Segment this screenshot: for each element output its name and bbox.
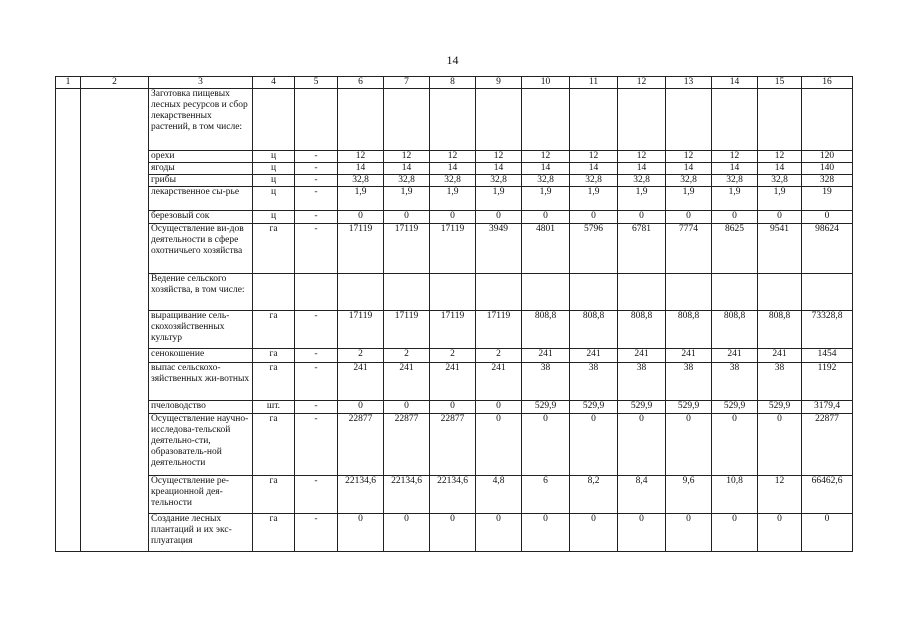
value-cell: 0: [522, 414, 570, 476]
value-cell: 22877: [384, 414, 430, 476]
table-row: [56, 224, 853, 274]
value-cell: [570, 274, 618, 311]
value-cell: 0: [384, 211, 430, 224]
value-cell: 8625: [712, 224, 758, 274]
value-cell: 32,8: [712, 175, 758, 187]
value-cell: 0: [570, 414, 618, 476]
unit-cell: га: [253, 311, 295, 349]
value-cell: 7774: [666, 224, 712, 274]
value-cell: 12: [338, 151, 384, 163]
value-cell: 10,8: [712, 476, 758, 514]
value-cell: 32,8: [666, 175, 712, 187]
value-cell: 0: [338, 514, 384, 552]
value-cell: 808,8: [522, 311, 570, 349]
value-cell: 32,8: [384, 175, 430, 187]
header-cell: 14: [712, 77, 758, 89]
unit-cell: шт.: [253, 401, 295, 414]
col2-cell: [81, 89, 149, 552]
unit-cell: га: [253, 224, 295, 274]
table-row: [56, 89, 853, 151]
value-cell: 120: [802, 151, 853, 163]
value-cell: 0: [666, 414, 712, 476]
unit-cell: ц: [253, 187, 295, 211]
unit-cell: га: [253, 514, 295, 552]
value-cell: 0: [666, 514, 712, 552]
value-cell: 2: [430, 349, 476, 363]
value-cell: 14: [618, 163, 666, 175]
col5-cell: -: [295, 224, 338, 274]
col5-cell: -: [295, 401, 338, 414]
unit-cell: га: [253, 363, 295, 401]
value-cell: 0: [476, 514, 522, 552]
row-name: грибы: [149, 175, 253, 187]
header-cell: 9: [476, 77, 522, 89]
value-cell: [476, 274, 522, 311]
value-cell: 241: [570, 349, 618, 363]
row-name: сенокошение: [149, 349, 253, 363]
value-cell: 14: [758, 163, 802, 175]
unit-cell: [253, 274, 295, 311]
header-cell: 2: [81, 77, 149, 89]
value-cell: [618, 89, 666, 151]
value-cell: 0: [338, 211, 384, 224]
value-cell: 22134,6: [430, 476, 476, 514]
value-cell: [802, 274, 853, 311]
value-cell: 241: [758, 349, 802, 363]
value-cell: 1,9: [522, 187, 570, 211]
value-cell: 32,8: [570, 175, 618, 187]
value-cell: 17119: [384, 311, 430, 349]
header-cell: 10: [522, 77, 570, 89]
value-cell: [384, 89, 430, 151]
value-cell: [618, 274, 666, 311]
unit-cell: [253, 89, 295, 151]
value-cell: 328: [802, 175, 853, 187]
value-cell: 22877: [802, 414, 853, 476]
table-row: [56, 175, 853, 187]
value-cell: 241: [522, 349, 570, 363]
value-cell: 0: [618, 211, 666, 224]
value-cell: [522, 274, 570, 311]
value-cell: 808,8: [618, 311, 666, 349]
value-cell: 12: [666, 151, 712, 163]
value-cell: 17119: [338, 224, 384, 274]
value-cell: 808,8: [570, 311, 618, 349]
value-cell: 38: [570, 363, 618, 401]
row-name: Создание лесных плантаций и их экс-плуатация: [149, 514, 253, 552]
header-cell: 16: [802, 77, 853, 89]
value-cell: 0: [522, 514, 570, 552]
value-cell: [758, 274, 802, 311]
row-name: выращивание сель-скохозяйственных культур: [149, 311, 253, 349]
value-cell: 0: [712, 514, 758, 552]
value-cell: 529,9: [758, 401, 802, 414]
value-cell: 38: [666, 363, 712, 401]
table-row: [56, 401, 853, 414]
value-cell: 241: [338, 363, 384, 401]
value-cell: 32,8: [758, 175, 802, 187]
value-cell: 0: [384, 401, 430, 414]
value-cell: 0: [476, 414, 522, 476]
value-cell: 3179,4: [802, 401, 853, 414]
row-name: Осуществление ре-креационной дея-тельности: [149, 476, 253, 514]
table-row: [56, 151, 853, 163]
col5-cell: -: [295, 175, 338, 187]
value-cell: 12: [618, 151, 666, 163]
value-cell: 0: [618, 414, 666, 476]
value-cell: 17119: [430, 311, 476, 349]
value-cell: 0: [430, 401, 476, 414]
value-cell: 0: [570, 211, 618, 224]
col5-cell: -: [295, 514, 338, 552]
value-cell: [338, 89, 384, 151]
unit-cell: ц: [253, 163, 295, 175]
value-cell: 8,2: [570, 476, 618, 514]
value-cell: [476, 89, 522, 151]
value-cell: 0: [430, 211, 476, 224]
header-cell: 8: [430, 77, 476, 89]
value-cell: 0: [758, 211, 802, 224]
value-cell: 9541: [758, 224, 802, 274]
row-name: выпас сельскохо-зяйственных жи-вотных: [149, 363, 253, 401]
value-cell: 38: [522, 363, 570, 401]
table-row: [56, 311, 853, 349]
value-cell: 0: [712, 211, 758, 224]
col5-cell: -: [295, 414, 338, 476]
value-cell: 14: [476, 163, 522, 175]
col5-cell: -: [295, 349, 338, 363]
col5-cell: -: [295, 151, 338, 163]
header-cell: 3: [149, 77, 253, 89]
value-cell: [522, 89, 570, 151]
unit-cell: га: [253, 414, 295, 476]
value-cell: 0: [522, 211, 570, 224]
value-cell: 0: [666, 211, 712, 224]
value-cell: 2: [476, 349, 522, 363]
value-cell: 12: [476, 151, 522, 163]
value-cell: 14: [430, 163, 476, 175]
value-cell: 1,9: [430, 187, 476, 211]
value-cell: 12: [758, 476, 802, 514]
value-cell: 14: [570, 163, 618, 175]
value-cell: 1,9: [758, 187, 802, 211]
value-cell: 19: [802, 187, 853, 211]
table-row: [56, 349, 853, 363]
value-cell: 17119: [430, 224, 476, 274]
value-cell: 241: [430, 363, 476, 401]
value-cell: 808,8: [758, 311, 802, 349]
col5-cell: -: [295, 211, 338, 224]
value-cell: 0: [570, 514, 618, 552]
value-cell: 1,9: [712, 187, 758, 211]
row-name: березовый сок: [149, 211, 253, 224]
value-cell: 14: [666, 163, 712, 175]
value-cell: 0: [338, 401, 384, 414]
col1-cell: [56, 89, 81, 552]
header-cell: 13: [666, 77, 712, 89]
row-name: Осуществление ви-дов деятельности в сфере охотничьего хозяйства: [149, 224, 253, 274]
value-cell: 5796: [570, 224, 618, 274]
value-cell: [570, 89, 618, 151]
unit-cell: га: [253, 349, 295, 363]
value-cell: 22877: [338, 414, 384, 476]
unit-cell: ц: [253, 151, 295, 163]
value-cell: 0: [618, 514, 666, 552]
value-cell: [384, 274, 430, 311]
value-cell: 9,6: [666, 476, 712, 514]
value-cell: 1454: [802, 349, 853, 363]
table-row: [56, 274, 853, 311]
value-cell: 14: [384, 163, 430, 175]
value-cell: 529,9: [666, 401, 712, 414]
value-cell: 12: [430, 151, 476, 163]
table-row: [56, 163, 853, 175]
row-name: ягоды: [149, 163, 253, 175]
value-cell: 241: [618, 349, 666, 363]
value-cell: 66462,6: [802, 476, 853, 514]
value-cell: 38: [758, 363, 802, 401]
value-cell: 1,9: [570, 187, 618, 211]
value-cell: 1,9: [666, 187, 712, 211]
col5-cell: [295, 274, 338, 311]
value-cell: 17119: [476, 311, 522, 349]
value-cell: 1,9: [338, 187, 384, 211]
header-cell: 12: [618, 77, 666, 89]
value-cell: 14: [522, 163, 570, 175]
value-cell: 140: [802, 163, 853, 175]
value-cell: 241: [712, 349, 758, 363]
header-cell: 4: [253, 77, 295, 89]
value-cell: 12: [522, 151, 570, 163]
value-cell: 0: [430, 514, 476, 552]
header-cell: 15: [758, 77, 802, 89]
value-cell: 529,9: [712, 401, 758, 414]
value-cell: 2: [384, 349, 430, 363]
value-cell: 0: [802, 211, 853, 224]
col5-cell: -: [295, 311, 338, 349]
value-cell: 1,9: [384, 187, 430, 211]
value-cell: 0: [758, 414, 802, 476]
value-cell: 32,8: [476, 175, 522, 187]
value-cell: 241: [666, 349, 712, 363]
value-cell: [338, 274, 384, 311]
col5-cell: -: [295, 363, 338, 401]
value-cell: 12: [384, 151, 430, 163]
value-cell: [666, 89, 712, 151]
value-cell: [430, 89, 476, 151]
value-cell: 22134,6: [384, 476, 430, 514]
value-cell: 98624: [802, 224, 853, 274]
value-cell: 32,8: [338, 175, 384, 187]
value-cell: [666, 274, 712, 311]
value-cell: 4801: [522, 224, 570, 274]
row-name: Заготовка пищевых лесных ресурсов и сбор лекарственных растений, в том числе:: [149, 89, 253, 151]
value-cell: 241: [384, 363, 430, 401]
value-cell: 529,9: [570, 401, 618, 414]
value-cell: [758, 89, 802, 151]
table-row: [56, 514, 853, 552]
row-name: Осуществление научно-исследова-тельской деятельно-сти, образователь-ной деятельности: [149, 414, 253, 476]
page-number: 14: [446, 53, 459, 67]
row-name: пчеловодство: [149, 401, 253, 414]
value-cell: 529,9: [522, 401, 570, 414]
row-name: орехи: [149, 151, 253, 163]
table-row: [56, 187, 853, 211]
header-cell: 7: [384, 77, 430, 89]
value-cell: 3949: [476, 224, 522, 274]
value-cell: 4,8: [476, 476, 522, 514]
value-cell: 6781: [618, 224, 666, 274]
value-cell: 38: [712, 363, 758, 401]
value-cell: 0: [384, 514, 430, 552]
unit-cell: ц: [253, 211, 295, 224]
table-row: [56, 211, 853, 224]
value-cell: 32,8: [618, 175, 666, 187]
value-cell: [712, 89, 758, 151]
value-cell: 22877: [430, 414, 476, 476]
value-cell: 0: [758, 514, 802, 552]
value-cell: 0: [712, 414, 758, 476]
value-cell: 1192: [802, 363, 853, 401]
value-cell: 0: [476, 401, 522, 414]
header-cell: 6: [338, 77, 384, 89]
value-cell: 6: [522, 476, 570, 514]
table-row: [56, 363, 853, 401]
value-cell: [802, 89, 853, 151]
value-cell: 808,8: [712, 311, 758, 349]
forest-use-table: [55, 76, 853, 552]
value-cell: 2: [338, 349, 384, 363]
value-cell: 0: [476, 211, 522, 224]
value-cell: 529,9: [618, 401, 666, 414]
row-name: лекарственное сы-рье: [149, 187, 253, 211]
table-row: [56, 476, 853, 514]
value-cell: 12: [758, 151, 802, 163]
value-cell: [712, 274, 758, 311]
value-cell: 38: [618, 363, 666, 401]
unit-cell: га: [253, 476, 295, 514]
value-cell: 808,8: [666, 311, 712, 349]
value-cell: 8,4: [618, 476, 666, 514]
value-cell: 12: [570, 151, 618, 163]
value-cell: 14: [712, 163, 758, 175]
value-cell: 17119: [384, 224, 430, 274]
value-cell: 22134,6: [338, 476, 384, 514]
value-cell: [430, 274, 476, 311]
value-cell: 12: [712, 151, 758, 163]
header-row: [56, 77, 853, 89]
col5-cell: [295, 89, 338, 151]
header-cell: 11: [570, 77, 618, 89]
value-cell: 1,9: [476, 187, 522, 211]
value-cell: 0: [802, 514, 853, 552]
value-cell: 17119: [338, 311, 384, 349]
value-cell: 14: [338, 163, 384, 175]
col5-cell: -: [295, 163, 338, 175]
table-row: [56, 414, 853, 476]
col5-cell: -: [295, 476, 338, 514]
row-name: Ведение сельского хозяйства, в том числе:: [149, 274, 253, 311]
value-cell: 32,8: [522, 175, 570, 187]
value-cell: 241: [476, 363, 522, 401]
value-cell: 32,8: [430, 175, 476, 187]
unit-cell: ц: [253, 175, 295, 187]
header-cell: 1: [56, 77, 81, 89]
header-cell: 5: [295, 77, 338, 89]
value-cell: 73328,8: [802, 311, 853, 349]
col5-cell: -: [295, 187, 338, 211]
value-cell: 1,9: [618, 187, 666, 211]
